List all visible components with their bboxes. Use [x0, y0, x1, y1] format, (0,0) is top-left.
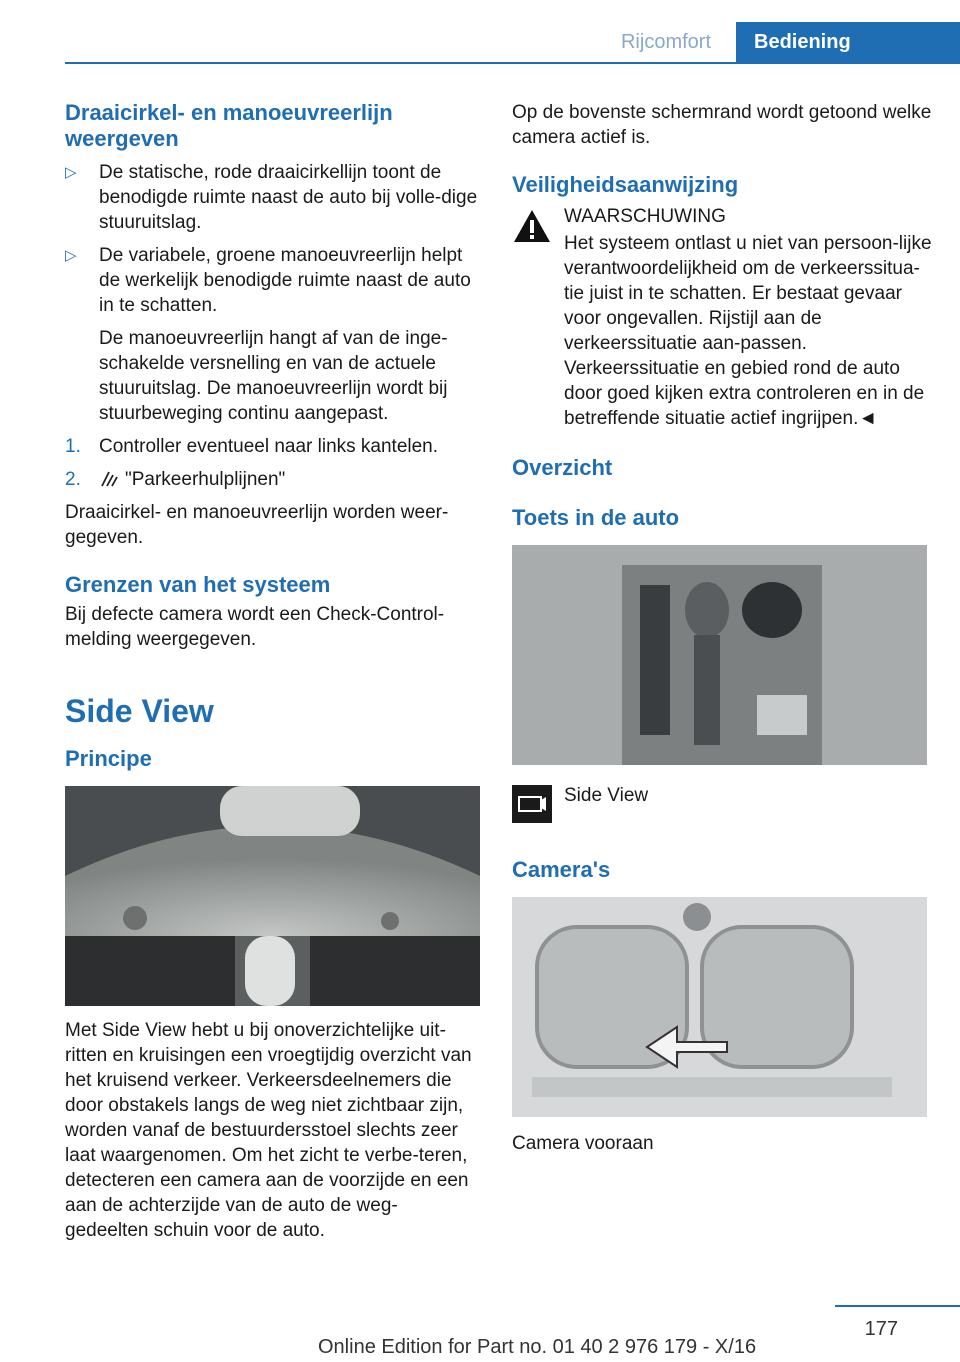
heading-toets: Toets in de auto	[512, 505, 680, 530]
step-text: "Parkeerhulplijnen"	[125, 469, 286, 490]
result-text: Draaicirkel- en manoeuvreerlijn worden weer-gegeven.	[65, 502, 449, 548]
principle-text: Met Side View hebt u bij onoverzichtelijke uit-ritten en kruisingen een vroegtijdig overzicht van het kruisend verkeer. Verkeersdeelnemers die door obstakels langs de weg niet zichtbaar zijn, worden vanaf de bestuurdersstoel slechts zeer laat waargenomen. Om het zicht te verbe-teren, detecteren een camera aan de voorzijde en een aan de achterzijde van de auto de weg-gedeelten schuin voor de auto.	[65, 1020, 472, 1241]
intro-text: Op de bovenste schermrand wordt getoond welke camera actief is.	[512, 102, 932, 148]
bullet-text: De variabele, groene manoeuvreerlijn helpt de werkelijk benodigde ruimte naast de auto in te schatten.	[99, 245, 471, 316]
bullet-item	[65, 160, 480, 235]
triangle-bullet-icon: ▷	[65, 247, 77, 264]
warning-block	[512, 204, 932, 431]
side-view-button-label: Side View	[564, 785, 649, 806]
console-illustration	[512, 545, 927, 765]
page-number: 177	[864, 1318, 898, 1340]
side-view-button-icon[interactable]	[512, 785, 552, 823]
warning-text: Het systeem ontlast u niet van persoon-lijke verantwoordelijkheid om de verkeerssitua-tie juist in te schatten. Er bestaat gevaar voor ongevallen. Rijstijl aan de verkeerssituatie aan-passen. Verkeerssituatie en gebied rond de auto door goed kijken extra controleren en in de betreffende situatie actief ingrijpen.◄	[564, 233, 932, 429]
step-item	[65, 467, 480, 492]
end-mark: ◄	[858, 408, 878, 429]
right-column	[512, 100, 932, 1156]
heading-cameras: Camera's	[512, 857, 611, 882]
heading-grenzen: Grenzen van het systeem	[65, 572, 331, 597]
parking-lines-icon	[99, 468, 119, 488]
heading-veiligheid: Veiligheidsaanwijzing	[512, 172, 739, 197]
tab-rijcomfort[interactable]: Rijcomfort	[620, 31, 711, 53]
heading-principe: Principe	[65, 746, 152, 771]
camera-caption: Camera vooraan	[512, 1133, 654, 1154]
step-number: 2.	[65, 469, 81, 490]
side-view-illustration	[65, 786, 480, 1006]
bullet-text: De statische, rode draaicirkellijn toont de benodigde ruimte naast de auto bij volle-dige stuuruitslag.	[99, 162, 478, 233]
side-view-button-row	[512, 783, 932, 823]
step-text: Controller eventueel naar links kantelen.	[99, 436, 439, 457]
limits-text: Bij defecte camera wordt een Check-Control-melding weergegeven.	[65, 604, 445, 650]
edition-footer: Online Edition for Part no. 01 40 2 976 179 - X/16	[318, 1336, 757, 1358]
heading-overzicht: Overzicht	[512, 455, 613, 480]
step-item	[65, 434, 480, 459]
center-console-photo	[512, 545, 927, 765]
grille-illustration	[512, 897, 927, 1117]
front-camera-photo	[512, 897, 927, 1117]
footer-rule	[835, 1305, 960, 1307]
left-column	[65, 100, 480, 1243]
step-number: 1.	[65, 436, 81, 457]
triangle-bullet-icon: ▷	[65, 164, 77, 181]
warning-triangle-icon	[512, 208, 552, 244]
bullet-item	[65, 243, 480, 426]
side-view-diagram	[65, 786, 480, 1006]
section-title: Side View	[65, 693, 214, 729]
header-rule	[65, 62, 960, 64]
warning-label: WAARSCHUWING	[564, 206, 726, 227]
heading-draaicirkel: Draaicirkel- en manoeuvreerlijn weergeven	[65, 100, 393, 151]
bullet-extra-text: De manoeuvreerlijn hangt af van de inge-schakelde versnelling en van de actuele stuuruitslag. De manoeuvreerlijn wordt bij stuurbeweging continu aangepast.	[99, 328, 448, 424]
tab-bediening[interactable]: Bediening	[736, 22, 960, 62]
